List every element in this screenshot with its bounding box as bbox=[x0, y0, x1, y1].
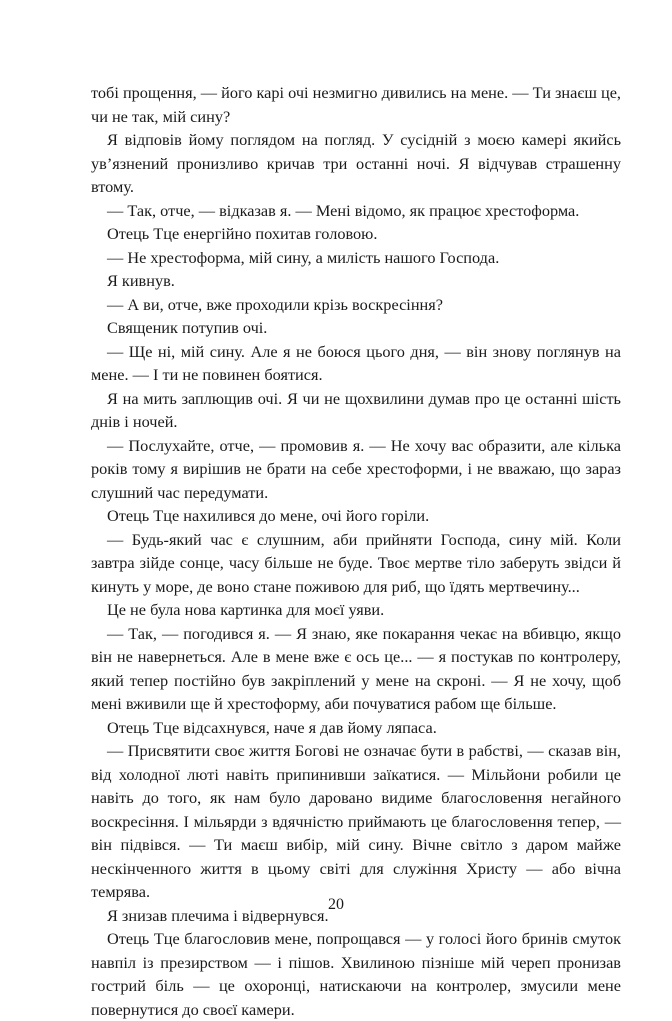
paragraph: Я знизав плечима і відвернувся. bbox=[107, 905, 329, 925]
paragraph: Отець Тце енергійно похитав головою. bbox=[107, 224, 378, 243]
paragraph: тобі прощення, — його карі очі незмигно дивились на мене. — Ти знаєш це, чи не так, мій сину? bbox=[91, 83, 621, 126]
paragraph: Я на мить заплющив очі. Я чи не щохвилини думав про це останні шість днів і ночей. bbox=[91, 388, 621, 431]
paragraph: Я кивнув. bbox=[107, 271, 175, 290]
page-body bbox=[91, 81, 621, 1021]
paragraph: Отець Тце благословив мене, попрощався — у голосі його бринів смуток навпіл із презирством — і пішов. Хвилиною пізніше мій череп пронизав гострий біль — це охоронці, натискаючи на контролер, змусили мене повернутися до своєї камери. bbox=[91, 929, 621, 1019]
paragraph: — А ви, отче, вже проходили крізь воскресіння? bbox=[107, 294, 443, 314]
paragraph: Отець Тце відсахнувся, наче я дав йому ляпаса. bbox=[107, 717, 437, 737]
paragraph: Священик потупив очі. bbox=[107, 318, 268, 337]
paragraph: Я відповів йому поглядом на погляд. У сусідній з моєю камері якийсь ув’язнений пронизливо кричав три останні ночі. Я відчував страшенну втому. bbox=[91, 130, 621, 196]
paragraph: — Так, отче, — відказав я. — Мені відомо, як працює хрестоформа. bbox=[107, 200, 580, 220]
paragraph: — Не хрестоформа, мій сину, а милість нашого Господа. bbox=[107, 247, 500, 267]
paragraph: — Будь-який час є слушним, аби прийняти Господа, сину мій. Коли завтра зійде сонце, часу більше не буде. Твоє мертве тіло заберуть звідси й кинуть у море, де воно стане поживою для риб, що їдять мертвечину... bbox=[91, 529, 621, 596]
paragraph: — Присвятити своє життя Богові не означає бути в рабстві, — сказав він, від холодної люті навіть припинивши заїкатися. — Мільйони робили це навіть до того, як нам було даровано видиме благословення негайного воскресіння. І мільярди з вдячністю приймають це благословення тепер, — він підвівся. — Ти маєш вибір, мій сину. Вічне світло з даром майже нескінченного життя в цьому світі для служіння Христу — або вічна темрява. bbox=[91, 741, 621, 901]
paragraph: Це не була нова картинка для моєї уяви. bbox=[107, 600, 385, 619]
paragraph: — Так, — погодився я. — Я знаю, яке покарання чекає на вбивцю, якщо він не навернеться. Але в мене вже є ось це... — я постукав по контролеру, який тепер постійно був закріплений у мене на скроні. — Я не хочу, щоб мені вживили ще й хрестоформу, аби почуватися рабом ще більше. bbox=[91, 623, 621, 713]
paragraph: — Ще ні, мій сину. Але я не боюся цього дня, — він знову поглянув на мене. — І ти не повинен боятися. bbox=[91, 341, 621, 384]
paragraph: — Послухайте, отче, — промовив я. — Не хочу вас образити, але кілька років тому я вирішив не брати на себе хрестоформи, і не вважаю, що зараз слушний час передумати. bbox=[91, 435, 621, 502]
page-number: 20 bbox=[328, 896, 344, 913]
paragraph: Отець Тце нахилився до мене, очі його горіли. bbox=[107, 506, 430, 525]
